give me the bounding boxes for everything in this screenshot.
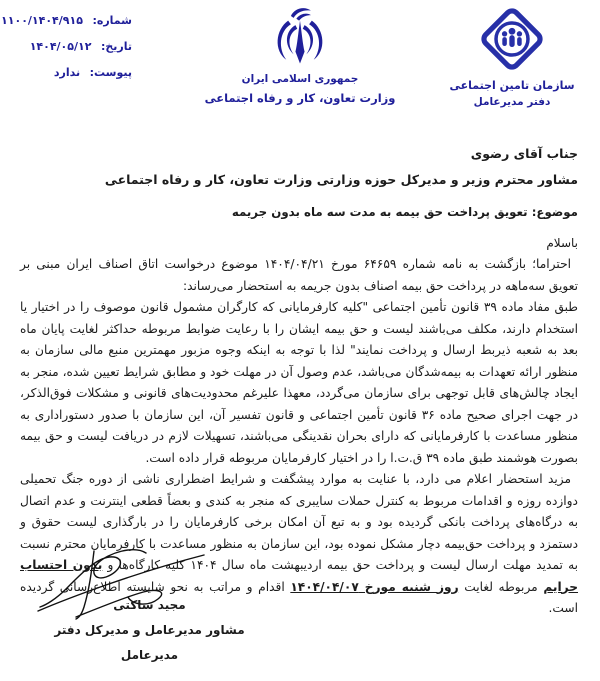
signer-name: مجید ساکتی xyxy=(113,598,186,612)
no-penalty-highlight: بدون احتساب جرایم xyxy=(20,558,579,594)
subject-line: موضوع: تعویق پرداخت حق بیمه به مدت سه ماه بدون جریمه xyxy=(231,205,578,219)
paragraph-1 xyxy=(20,254,578,297)
number-value: ۱۱۰۰/۱۴۰۴/۹۱۵ xyxy=(1,14,83,27)
letter-meta xyxy=(1,14,132,92)
government-title: جمهوری اسلامی ایران xyxy=(241,73,359,85)
paragraph-3-text-b: مربوطه لغایت xyxy=(458,579,544,594)
attachment-value: ندارد xyxy=(53,66,81,79)
paragraph-1-text: احتراما؛ بازگشت به نامه شماره ۶۴۶۵۹ مورخ ۱۴۰۴/۰۴/۲۱ موضوع درخواست اتاق اصناف ایران مبنی بر تعویق سه‌ماهه در پرداخت حق بیمه اصناف بدون جریمه به استحضار می‌رساند: xyxy=(20,257,578,293)
signer-title-line1: مشاور مدیرعامل و مدیرکل دفتر xyxy=(54,623,245,637)
office-title: دفتر مدیرعامل xyxy=(473,96,551,108)
addressee-title: مشاور محترم وزیر و مدیرکل حوزه وزارتی وزارت تعاون، کار و رفاه اجتماعی xyxy=(104,172,578,187)
paragraph-2-text: طبق مفاد ماده ۳۹ قانون تأمین اجتماعی "کلیه کارفرمایانی که کارگران مشمول قانون موصوف را در اختیار یا استخدام دارند، مکلف می‌باشند لیست و حق بیمه ایشان را با رعایت ضوابط مربوطه حداکثر لغایت پایان ماه بعد به شعبه ذیربط ارسال و پرداخت نمایند" لذا با توجه به اینکه وجوه مزبور مهمترین منبع مالی سازمان به منظور ارائه تعهدات به بیمه‌شدگان می‌باشد، عدم وصول آن در مهلت خود و مطابق شرایط تعیین شده، منجر به ایجاد چالش‌های قابل توجهی برای سازمان می‌گردد، معهذا علیرغم محدودیت‌های قانونی و مشکلات فوق‌الذکر، در جهت اجرای صحیح ماده ۳۶ قانون تأمین اجتماعی و قانون تفسیر آن، این سازمان با صدور دستوراداری به منظور مساعدت با کارفرمایانی که دارای بحران نقدینگی می‌باشند، تسهیلات لازم در دریافت لیست و حق بیمه بصورت هوشمند طبق ماده ۳۹ ق.ت.ا را در اختیار کارفرمایان مربوطه قرار داده است. xyxy=(20,300,579,465)
paragraph-3-text-c: اقدام و مراتب به نحو شایسته اطلاع‌رسانی گردیده است. xyxy=(20,579,578,615)
attachment-label: پیوست: xyxy=(89,66,132,79)
ministry-header xyxy=(175,6,425,105)
social-security-logo-icon xyxy=(479,6,545,72)
deadline-date-highlight: روز شنبه مورخ ۱۴۰۴/۰۴/۰۷ xyxy=(290,579,459,594)
iran-emblem-icon xyxy=(271,6,329,68)
number-label: شماره: xyxy=(92,14,132,27)
addressee-name: جناب آقای رضوی xyxy=(470,146,578,161)
paragraph-3-text-a: مزید استحضار اعلام می دارد، با عنایت به موارد پیشگفت و شرایط اضطراری ناشی از دوره جنگ تحمیلی دوازده روزه و اقدامات مربوط به کنترل حملات سایبری که منجر به کندی و بعضاً قطعی اینترنت و عدم اتصال به درگاه‌های پرداخت بانکی گردیده بود و به تبع آن امکان برخی کارفرمایان را در بارگذاری لیست حقوق و دستمزد و پرداخت حق‌بیمه دچار مشکل نموده بود، این سازمان به منظور مساعدت با کارفرمایان محترم نسبت به تمدید مهلت ارسال لیست و پرداخت حق بیمه اردیبهشت ماه سال ۱۴۰۴ کلیه کارگاه‌ها و xyxy=(20,472,579,572)
organization-header xyxy=(442,6,582,108)
meta-row-date xyxy=(10,40,132,53)
signature-block xyxy=(32,596,267,664)
date-label: تاریخ: xyxy=(100,40,132,53)
ministry-title: وزارت تعاون، کار و رفاه اجتماعی xyxy=(204,91,396,105)
paragraph-2 xyxy=(20,297,578,469)
meta-row-number xyxy=(1,14,132,27)
organization-title: سازمان تامین اجتماعی xyxy=(449,79,575,92)
meta-row-attachment xyxy=(10,66,132,79)
salutation: باسلام xyxy=(546,236,578,250)
signer-title-line2: مدیرعامل xyxy=(120,648,179,662)
date-value: ۱۴۰۴/۰۵/۱۲ xyxy=(29,40,92,53)
